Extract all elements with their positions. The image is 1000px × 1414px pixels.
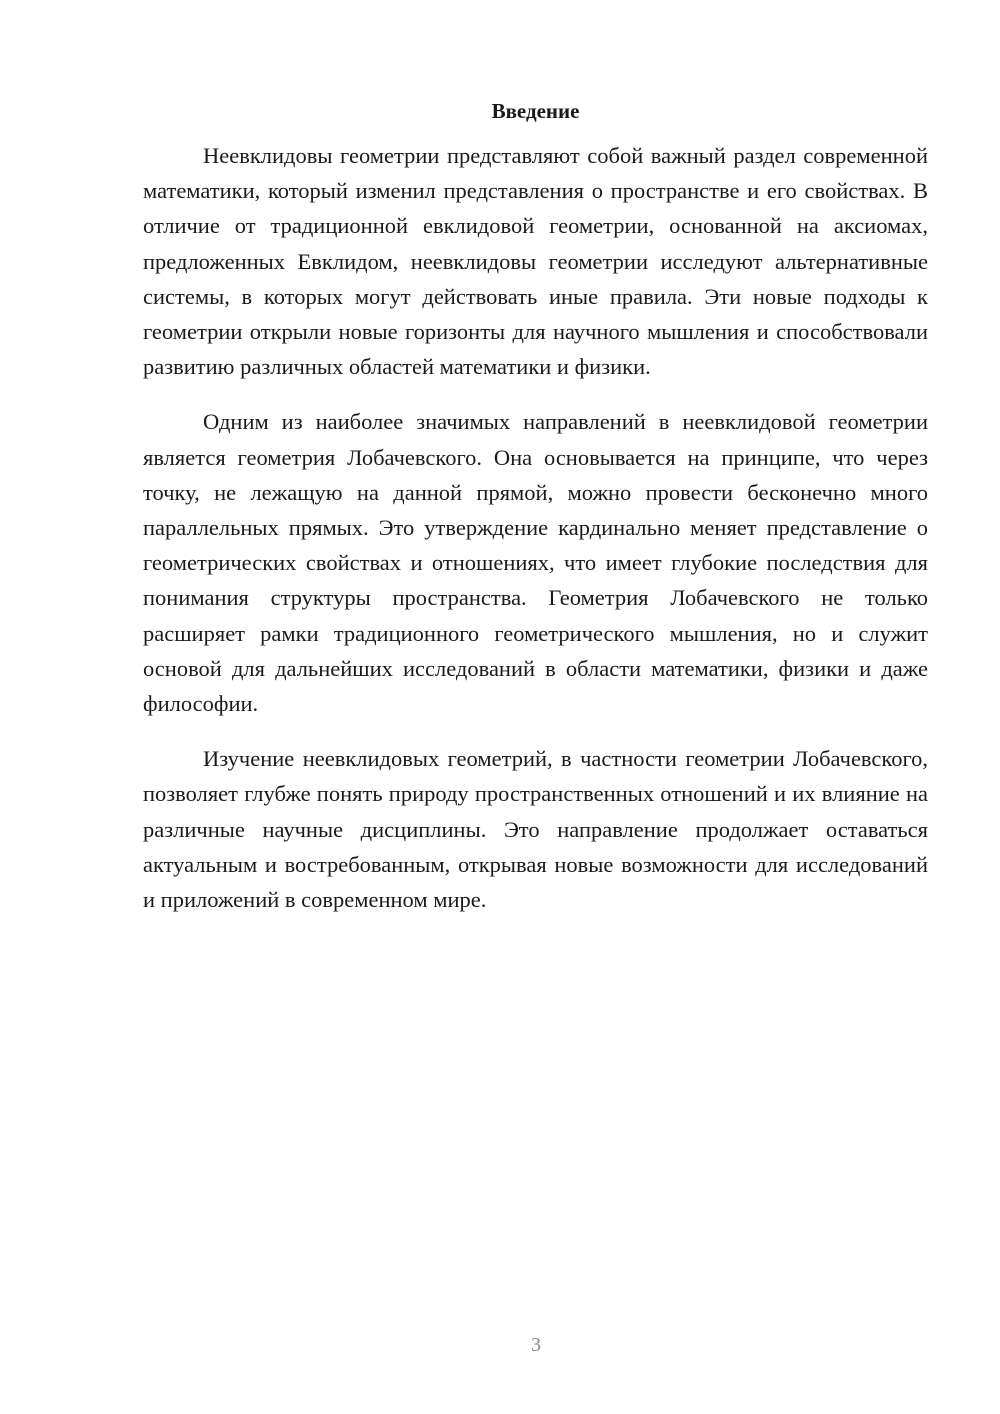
paragraph-3: Изучение неевклидовых геометрий, в частности геометрии Лобачевского, позволяет глубже понять природу пространственных отношений и их влияние на различные научные дисциплины. Это направление продолжает оставаться актуальным и востребованным, открывая новые возможности для исследований и приложений в современном мире. <box>143 746 928 913</box>
page-number: 3 <box>531 1334 541 1356</box>
paragraph-2: Одним из наиболее значимых направлений в неевклидовой геометрии является геометрия Лобачевского. Она основывается на принципе, что через точку, не лежащую на данной прямой, можно провести бесконечно много параллельных прямых. Это утверждение кардинально меняет представление о геометрических свойствах и отношениях, что имеет глубокие последствия для понимания структуры пространства. Геометрия Лобачевского не только расширяет рамки традиционного геометрического мышления, но и служит основой для дальнейших исследований в области математики, физики и даже философии. <box>143 409 928 717</box>
page-content <box>143 96 928 917</box>
paragraph-1: Неевклидовы геометрии представляют собой важный раздел современной математики, который изменил представления о пространстве и его свойствах. В отличие от традиционной евклидовой геометрии, основанной на аксиомах, предложенных Евклидом, неевклидовы геометрии исследуют альтернативные системы, в которых могут действовать иные правила. Эти новые подходы к геометрии открыли новые горизонты для научного мышления и способствовали развитию различных областей математики и физики. <box>143 143 928 380</box>
page-heading: Введение <box>491 99 580 123</box>
